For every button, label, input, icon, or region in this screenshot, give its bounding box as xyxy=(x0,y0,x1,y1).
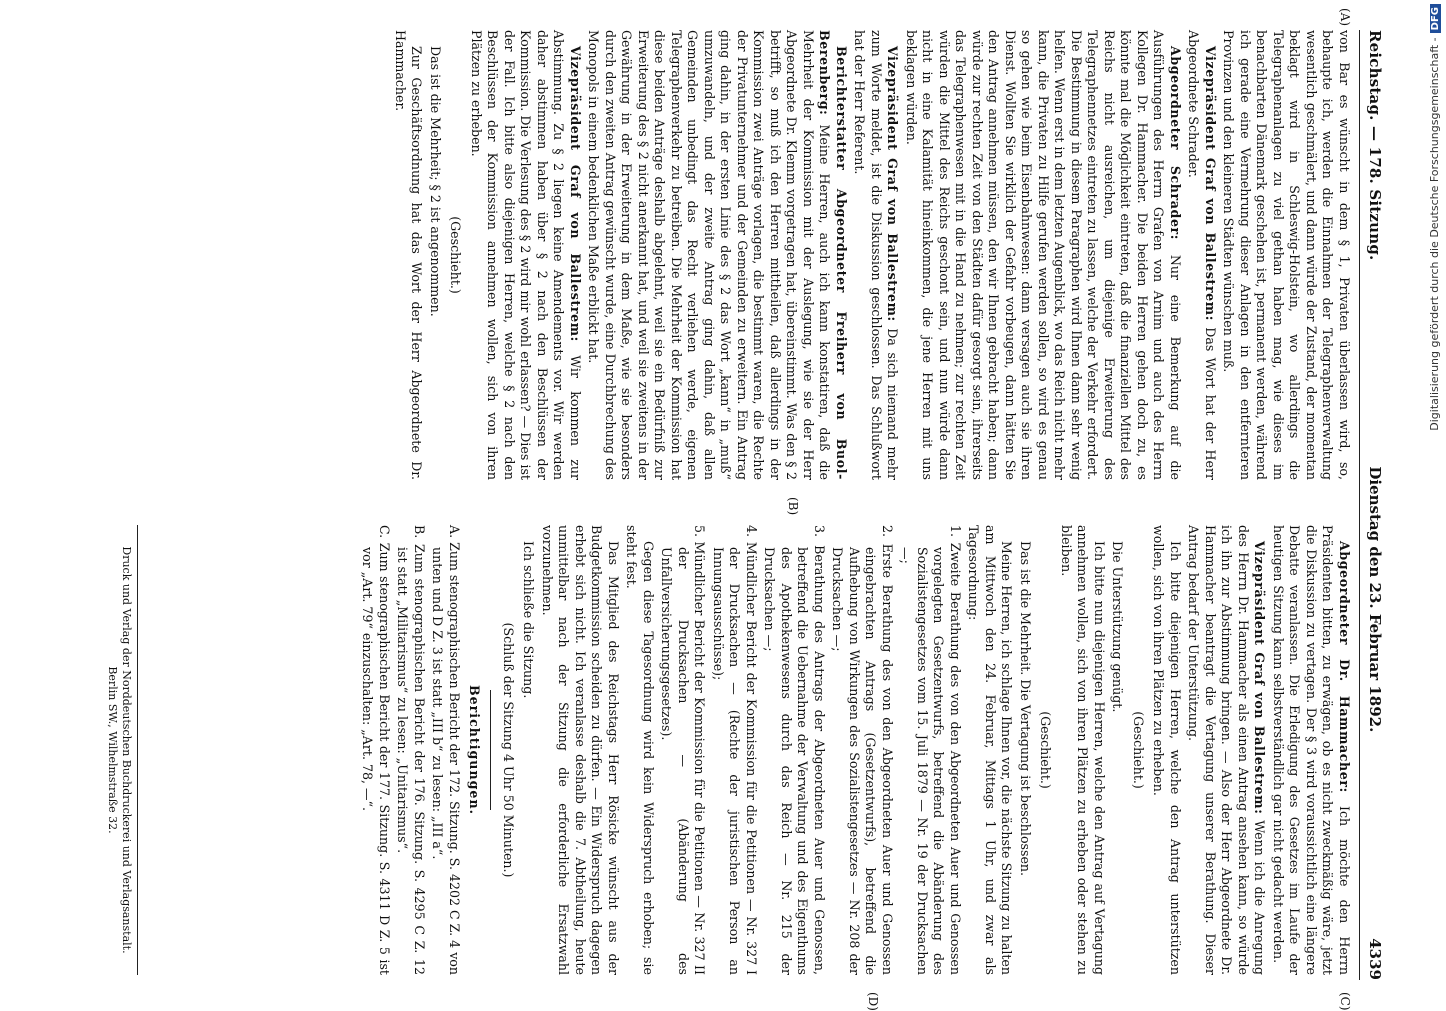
paragraph xyxy=(1185,525,1268,975)
left-text-column xyxy=(390,30,1353,480)
paragraph-text: Wenn ich die Anregung des Herrn Dr. Hammacher als einen Antrag ansehen kann, so würde ich ihn zur Abstimmung bringen. — Also der Herr Abgeordnete Dr. Hammacher beantragt die Vertagung unserer Berathung. Dieser Antrag bedarf der Unterstützung. xyxy=(1186,525,1268,975)
paragraph xyxy=(1220,30,1352,480)
right-text-column xyxy=(357,525,1352,975)
paragraph xyxy=(427,30,444,480)
paragraph-text: A. Zum stenographischen Bericht der 172. Sitzung. S. 4202 C Z. 4 von unten und D Z. 3 ist statt „III b“ zu lesen: „III a“. xyxy=(430,525,462,976)
paragraph xyxy=(539,525,622,975)
paragraph-text: Das Wort hat der Herr Abgeordnete Schrader. xyxy=(1186,30,1218,481)
paragraph xyxy=(1270,525,1353,975)
paragraph xyxy=(829,525,895,975)
paragraph-text: 3. Berathung des Antrags der Abgeordneten Auer und Genossen, betreffend die Uebernahme der Verwaltung und des Eigenthums des Apothekenwesens durch das Reich — Nr. 215 der Drucksachen —; xyxy=(762,525,827,975)
paragraph xyxy=(623,525,656,975)
paragraph-text: (Schluß der Sitzung 4 Uhr 50 Minuten.) xyxy=(501,622,516,878)
header-rule xyxy=(1359,30,1360,980)
paragraph-text: Da sich niemand mehr zum Worte meldet, ist die Diskussion geschlossen. Das Schlußwort hat der Herr Referent. xyxy=(852,30,901,480)
page-number: 4339 xyxy=(1366,938,1384,980)
digitization-credit xyxy=(1428,4,1446,984)
paragraph-text: (Geschieht.) xyxy=(448,216,464,294)
margin-mark-a: (A) xyxy=(1338,8,1352,27)
paragraph xyxy=(1109,525,1126,975)
paragraph-text: Das Mitglied des Reichstags Herr Rösicke wünscht aus der Budgetkommission scheiden zu dürfen. — Ein Widerspruch dagegen erhebt sich nicht. Ich veranlasse deshalb die 7. Abtheilung, heute unmittelbar nach der Sitzung die erforderliche Ersatzwahl vorzunehmen. xyxy=(540,525,621,975)
paragraph-text: Zur Geschäftsordnung hat das Wort der Herr Abgeordnete Dr. Hammacher. xyxy=(393,30,425,480)
section-divider xyxy=(491,690,492,810)
paragraph xyxy=(1058,525,1108,975)
section-heading xyxy=(466,525,483,975)
paragraph xyxy=(851,30,901,480)
paragraph-text: B. Zum stenographischen Bericht der 176. Sitzung. S. 4295 C Z. 12 ist statt „Militarismus“ zu lesen: „Unitarismus“. xyxy=(395,525,427,975)
imprint-line-1: Druck und Verlag der Norddeutschen Buchdruckerei und Verlagsanstalt. xyxy=(120,546,133,954)
credit-text: Digitalisierung gefördert durch die Deutsche Forschungsgemeinschaft - xyxy=(1428,37,1441,431)
paragraph-text: Ich möchte den Herrn Präsidenten bitten, zu erwägen, ob es nicht zweckmäßig wäre, jetzt die Diskussion zu vertagen. Der § 3 wird voraussichtlich eine längere Debatte veranlassen. Die Erledigung des Gesetzes im Laufe der heutigen Sitzung kann selbstverständlich gar nicht gedacht werden. xyxy=(1271,525,1352,975)
paragraph-text: Berichtigungen. xyxy=(467,685,483,815)
paragraph-text: Nur eine Bemerkung auf die Ausführungen des Herrn Grafen von Arnim und auch des Herrn Kollegen Dr. Hammacher. Die beiden Herren gehen doch zu, es könnte mal die Möglichkeit eintreten, daß die finanziellen Mittel des Reichs nicht ausreichen, um diejenige Erweiterung des Telegraphennetzes eintreten zu lassen, welche der Verkehr erfordert. Die Bestimmung in diesem Paragraphen wird Ihnen dann sehr wenig helfen. Wenn erst in dem letzten Augenblick, wo das Reich nicht mehr kann, die Privaten zu Hilfe gerufen werden sollen, so wird es genau so gehen wie beim Eisenbahnwesen: dann versagen auch sie ihren Dienst. Wollten Sie wirklich der Gefahr vorbeugen, dann hätten Sie den Antrag annehmen müssen, den wir Ihnen gebracht haben; dann würde zur rechten Zeit von den Städten dafür gesorgt sein, ihrerseits das Telegraphenwesen mit in die Hand zu nehmen; zur rechten Zeit würden die Mittel des Reichs geschont sein, und nun würde dann nicht in eine Kalamität hineinkommen, die jene Herren mit uns beklagen würden. xyxy=(904,30,1183,480)
margin-mark-b: (B) xyxy=(786,497,800,516)
paragraph xyxy=(468,30,584,480)
paragraph xyxy=(1017,525,1034,975)
paragraph-text: Meine Herren, ich schlage Ihnen vor, die nächste Sitzung zu halten am Mittwoch den 24. Februar, Mittags 1 Uhr, und zwar als Tagesordnung: xyxy=(966,525,1015,975)
speaker-name: Abgeordneter Dr. Hammacher: xyxy=(1337,541,1352,793)
paragraph-text: Das ist die Mehrheit. Die Vertagung ist beschlossen. xyxy=(1018,541,1033,877)
speaker-name: Vizepräsident Graf von Ballestrem: xyxy=(568,46,583,342)
paragraph-text: 4. Mündlicher Bericht der Kommission für die Petitionen — Nr. 327 I der Drucksachen — (Rechte der juristischen Person an Innungsausschüsse); xyxy=(711,525,759,975)
dfg-logo: DFG xyxy=(1430,4,1441,33)
rotated-scan-page xyxy=(60,8,1400,1011)
paragraph-text: Das ist die Mehrheit; § 2 ist angenommen. xyxy=(428,46,443,317)
paragraph xyxy=(965,525,1015,975)
margin-mark-d: (D) xyxy=(866,992,880,1011)
paragraph-text: (Geschieht.) xyxy=(1131,711,1146,789)
paragraph-text: (Geschieht.) xyxy=(1038,711,1054,789)
margin-mark-c: (C) xyxy=(1338,992,1352,1011)
paragraph xyxy=(710,525,760,975)
paragraph-text: von Bar es wünscht in dem § 1, Privaten überlassen wird, so, behaupte ich, werden die Einnahmen der Telegraphenverwaltung wesentlich geschmälert, und dann würde der Zustand, der momentan beklagt wird in Schleswig-Holstein, wo allerdings die Telegraphenanlagen zu viel gethan haben mag, wie dieses im benachbarten Dänemark geschehen ist, permanent werden, während ich gerade eine Vermehrung dieser Anlagen in den entfernteren Provinzen und den kleineren Städten wünschen muß. xyxy=(1221,30,1352,480)
paragraph-text: 5. Mündlicher Bericht der Kommission für die Petitionen — Nr. 327 II der Drucksachen — (Abänderung des Unfallversicherungsgesetzes). xyxy=(659,525,708,975)
paragraph xyxy=(903,30,1184,480)
paragraph xyxy=(1185,30,1218,480)
running-header xyxy=(1362,30,1388,980)
paragraph-text: 1. Zweite Berathung des von den Abgeordneten Auer und Genossen vorgelegten Gesetzentwurfs, betreffend die Abänderung des Sozialistengesetzes vom 15. Juli 1879 — Nr. 19 der Drucksachen —; xyxy=(898,525,963,975)
paragraph xyxy=(359,525,392,975)
paragraph-text: Meine Herren, auch ich kann konstatiren, daß die Mehrheit der Kommission mit der Auslegung, wie sie der Herr Abgeordnete Dr. Klemm vorgetragen hat, übereinstimmt. Was den § 2 betrifft, so muß ich den Herren mittheilen, daß allerdings in der Kommission zwei Anträge vorlagen, die bestimmt waren, die Rechte der Privatunternehmer und der Gemeinden zu erweitern. Ein Antrag ging dahin, in der ersten Linie des § 2 das Wort „kann“ in „muß“ umzuwandeln, und der zweite Antrag ging dahin, daß allen Gemeinden unbedingt das Recht verliehen werde, eigenen Telegraphenverkehr zu betreiben. Die Mehrheit der Kommission hat diese beiden Anträge deshalb abgelehnt, weil sie ein Bedürfniß zur Erweiterung des § 2 nicht anerkannt hat, und weil sie zweitens in der Gewährung in der Erweiterung in dem Maße, wie sie besonders durch den zweiten Antrag gewünscht wurde, eine Durchbrechung des Monopols in einem bedenklichen Maße erblickt hat. xyxy=(586,30,833,480)
paragraph xyxy=(394,525,427,975)
paragraph-text: Ich bitte nun diejenigen Herren, welche den Antrag auf Vertagung annehmen wollen, sich von ihren Plätzen zu erheben oder stehen zu bleiben. xyxy=(1059,525,1107,975)
paragraph xyxy=(658,525,708,975)
paragraph-text: Gegen diese Tagesordnung wird kein Widerspruch erhoben; sie steht fest. xyxy=(624,525,656,975)
header-session: Reichstag. — 178. Sitzung. xyxy=(1366,30,1384,261)
speaker-name: Vizepräsident Graf von Ballestrem: xyxy=(885,46,901,322)
speaker-name: Berichterstatter Abgeordneter Freiherr von Buol-Berenberg: xyxy=(817,30,849,480)
paragraph xyxy=(585,30,849,480)
paragraph-text: 2. Erste Berathung des von den Abgeordneten Auer und Genossen eingebrachten Antrags (Gesetzentwurfs), betreffend die Aufhebung von Wirkungen des Sozialistengesetzes — Nr. 208 der Drucksachen —; xyxy=(830,525,895,975)
paragraph-text: Wir kommen zur Abstimmung. Zu § 2 liegen keine Amendements vor. Wir werden daher abstimmen haben über § 2 nach den Beschlüssen der Kommission. Die Verlesung des § 2 wird mir wohl erlassen? — Dies ist der Fall. Ich bitte also diejenigen Herren, welche § 2 nach den Beschlüssen der Kommission annehmen wollen, sich von ihren Plätzen zu erheben. xyxy=(469,30,583,480)
paragraph-text: C. Zum stenographischen Bericht der 177. Sitzung. S. 4311 D Z. 5 ist vor „Art. 79“ einzuschalten: „Art. 78, —“. xyxy=(360,525,392,975)
paragraph xyxy=(1130,525,1147,975)
imprint-line-2: Berlin SW., Wilhelmstraße 32. xyxy=(106,666,119,834)
paragraph xyxy=(392,30,425,480)
paragraph-text: Ich bitte diejenigen Herren, welche den Antrag unterstützen wollen, sich von ihren Plätzen zu erheben. xyxy=(1151,525,1183,975)
printer-imprint xyxy=(105,525,138,975)
paragraph-text: Ich schließe die Sitzung. xyxy=(521,541,537,699)
paragraph xyxy=(447,30,464,480)
paragraph xyxy=(1150,525,1183,975)
paragraph xyxy=(500,525,517,975)
paragraph xyxy=(761,525,827,975)
speaker-name: Vizepräsident Graf von Ballestrem: xyxy=(1203,46,1218,321)
speaker-name: Abgeordneter Schrader: xyxy=(1168,46,1183,241)
header-date: Dienstag den 23. Februar 1892. xyxy=(1366,466,1384,733)
paragraph xyxy=(429,525,462,975)
paragraph-text: Die Unterstützung genügt. xyxy=(1110,541,1126,713)
paragraph xyxy=(1037,525,1054,975)
digitization-credit-strip xyxy=(1408,0,1441,1000)
speaker-name: Vizepräsident Graf von Ballestrem: xyxy=(1252,541,1268,815)
paragraph xyxy=(520,525,537,975)
paragraph xyxy=(897,525,963,975)
